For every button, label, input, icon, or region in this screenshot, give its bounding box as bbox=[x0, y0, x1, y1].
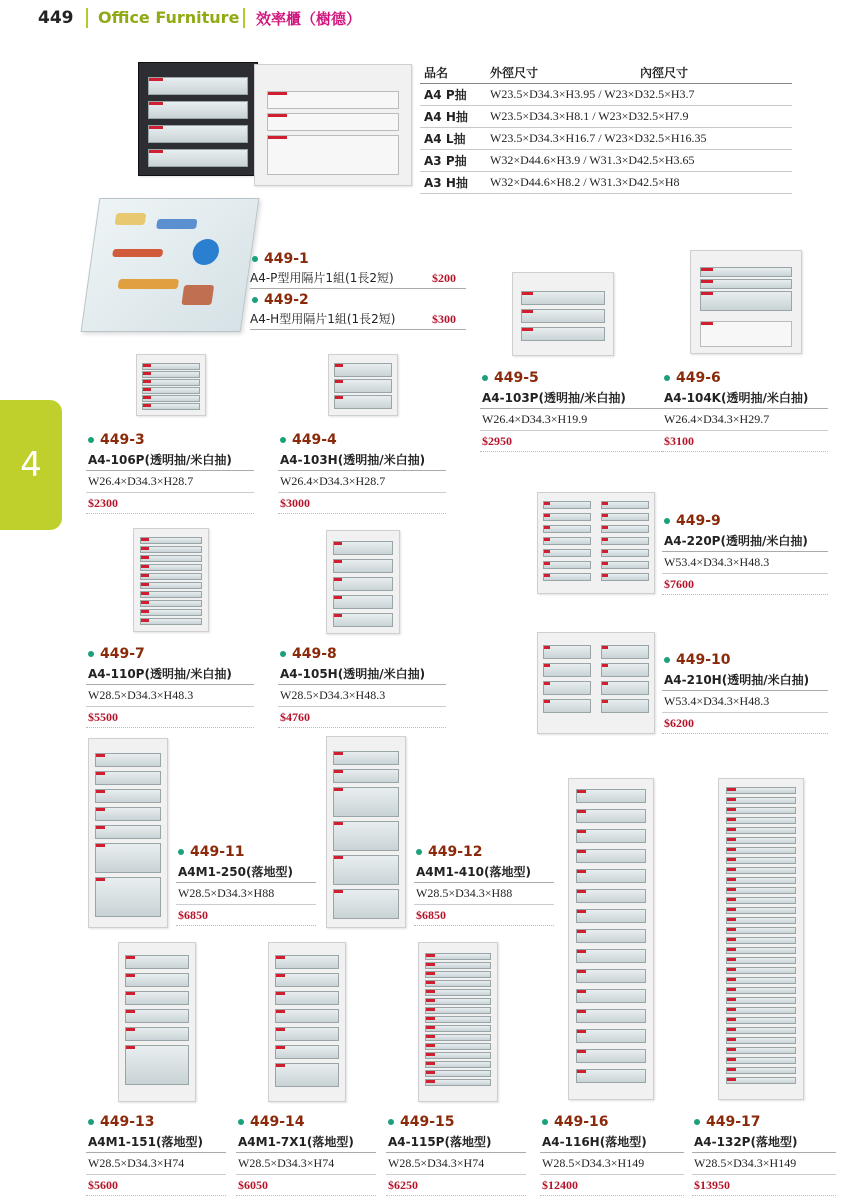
product-code bbox=[662, 368, 828, 388]
product-dims: W28.5×D34.3×H74 bbox=[236, 1153, 376, 1175]
product-model: A4-103H(透明抽/米白抽) bbox=[278, 450, 446, 471]
product-code bbox=[692, 1112, 836, 1132]
product-model: A4-220P(透明抽/米白抽) bbox=[662, 531, 828, 552]
product-code bbox=[540, 1112, 684, 1132]
product-image bbox=[328, 354, 398, 416]
accessory-line bbox=[250, 268, 466, 289]
product-code bbox=[278, 430, 446, 450]
bullet-icon bbox=[238, 1119, 244, 1125]
product-model: A4-105H(透明抽/米白抽) bbox=[278, 664, 446, 685]
bullet-icon bbox=[664, 375, 670, 381]
product-image bbox=[326, 530, 400, 634]
product-model: A4-106P(透明抽/米白抽) bbox=[86, 450, 254, 471]
product-model: A4-210H(透明抽/米白抽) bbox=[662, 670, 828, 691]
product-price: $6200 bbox=[662, 713, 828, 734]
product-card[interactable] bbox=[414, 842, 554, 926]
spec-row-name: A3 H抽 bbox=[424, 176, 468, 190]
product-card[interactable] bbox=[278, 430, 446, 514]
bullet-icon bbox=[88, 651, 94, 657]
spec-row-dims: W23.5×D34.3×H8.1 / W23×D32.5×H7.9 bbox=[490, 109, 689, 123]
product-image bbox=[133, 528, 209, 632]
product-card[interactable] bbox=[662, 650, 828, 734]
product-dims: W26.4×D34.3×H29.7 bbox=[662, 409, 828, 431]
product-code-text: 449-8 bbox=[292, 646, 337, 662]
product-dims: W28.5×D34.3×H88 bbox=[414, 883, 554, 905]
product-code bbox=[480, 368, 662, 388]
product-code bbox=[278, 644, 446, 664]
product-dims: W53.4×D34.3×H48.3 bbox=[662, 552, 828, 574]
bullet-icon bbox=[280, 651, 286, 657]
product-dims: W26.4×D34.3×H19.9 bbox=[480, 409, 662, 431]
product-code-text: 449-2 bbox=[264, 292, 309, 308]
product-price: $4760 bbox=[278, 707, 446, 728]
product-dims: W28.5×D34.3×H74 bbox=[386, 1153, 526, 1175]
product-image bbox=[326, 736, 406, 928]
product-image bbox=[537, 492, 655, 594]
chapter-number: 4 bbox=[20, 445, 42, 485]
product-card[interactable] bbox=[86, 644, 254, 728]
spec-row-name: A4 L抽 bbox=[424, 132, 466, 146]
product-code-text: 449-11 bbox=[190, 844, 245, 860]
product-code-text: 449-16 bbox=[554, 1114, 609, 1130]
product-code bbox=[662, 511, 828, 531]
product-code bbox=[662, 650, 828, 670]
product-model: A4M1-151(落地型) bbox=[86, 1132, 226, 1153]
product-image bbox=[88, 738, 168, 928]
product-image bbox=[268, 942, 346, 1102]
product-image bbox=[418, 942, 498, 1102]
product-code-text: 449-5 bbox=[494, 370, 539, 386]
product-image bbox=[690, 250, 802, 354]
bullet-icon bbox=[482, 375, 488, 381]
product-price: $5600 bbox=[86, 1175, 226, 1196]
page-number: 449 bbox=[38, 8, 74, 28]
product-price: $13950 bbox=[692, 1175, 836, 1196]
spec-row bbox=[420, 84, 792, 106]
accessory-desc: A4-H型用隔片1組(1長2短) bbox=[250, 312, 396, 326]
product-model: A4M1-7X1(落地型) bbox=[236, 1132, 376, 1153]
product-code bbox=[236, 1112, 376, 1132]
product-card[interactable] bbox=[662, 511, 828, 595]
product-code-text: 449-1 bbox=[264, 251, 309, 267]
product-model: A4-110P(透明抽/米白抽) bbox=[86, 664, 254, 685]
product-image bbox=[568, 778, 654, 1100]
header-divider bbox=[86, 8, 88, 28]
bullet-icon bbox=[664, 657, 670, 663]
product-price: $7600 bbox=[662, 574, 828, 595]
section-title-zh: 效率櫃（樹德） bbox=[256, 10, 362, 28]
bullet-icon bbox=[416, 849, 422, 855]
product-image bbox=[512, 272, 614, 356]
product-price: $2300 bbox=[86, 493, 254, 514]
bullet-icon bbox=[280, 437, 286, 443]
accessory-list bbox=[250, 250, 466, 332]
spec-row bbox=[420, 128, 792, 150]
product-model: A4-115P(落地型) bbox=[386, 1132, 526, 1153]
product-dims: W28.5×D34.3×H149 bbox=[692, 1153, 836, 1175]
spec-header-name: 品名 bbox=[424, 66, 449, 80]
bullet-icon bbox=[178, 849, 184, 855]
product-code-text: 449-4 bbox=[292, 432, 337, 448]
spec-row bbox=[420, 172, 792, 194]
spec-table-header bbox=[420, 62, 792, 84]
product-code bbox=[86, 644, 254, 664]
product-price: $3000 bbox=[278, 493, 446, 514]
product-image bbox=[136, 354, 206, 416]
product-card[interactable] bbox=[386, 1112, 526, 1196]
product-dims: W28.5×D34.3×H48.3 bbox=[278, 685, 446, 707]
spec-header-inner: 內徑尺寸 bbox=[640, 66, 689, 80]
spec-row-dims: W23.5×D34.3×H3.95 / W23×D32.5×H3.7 bbox=[490, 87, 695, 101]
bullet-icon bbox=[542, 1119, 548, 1125]
spec-row bbox=[420, 150, 792, 172]
product-code bbox=[176, 842, 316, 862]
product-card[interactable] bbox=[662, 368, 828, 452]
spec-row-name: A4 H抽 bbox=[424, 110, 468, 124]
product-dims: W28.5×D34.3×H74 bbox=[86, 1153, 226, 1175]
product-code bbox=[250, 291, 466, 309]
accessory-price: $200 bbox=[432, 271, 456, 285]
product-model: A4-103P(透明抽/米白抽) bbox=[480, 388, 662, 409]
product-code-text: 449-15 bbox=[400, 1114, 455, 1130]
spec-row-dims: W32×D44.6×H8.2 / W31.3×D42.5×H8 bbox=[490, 175, 680, 189]
product-card[interactable] bbox=[236, 1112, 376, 1196]
spec-row-dims: W23.5×D34.3×H16.7 / W23×D32.5×H16.35 bbox=[490, 131, 707, 145]
product-dims: W28.5×D34.3×H149 bbox=[540, 1153, 684, 1175]
product-dims: W26.4×D34.3×H28.7 bbox=[86, 471, 254, 493]
product-model: A4M1-250(落地型) bbox=[176, 862, 316, 883]
product-card[interactable] bbox=[540, 1112, 684, 1196]
product-price: $6050 bbox=[236, 1175, 376, 1196]
product-model: A4M1-410(落地型) bbox=[414, 862, 554, 883]
product-card[interactable] bbox=[86, 1112, 226, 1196]
product-card[interactable] bbox=[692, 1112, 836, 1196]
product-card[interactable] bbox=[480, 368, 662, 452]
product-code-text: 449-14 bbox=[250, 1114, 305, 1130]
product-code-text: 449-7 bbox=[100, 646, 145, 662]
product-dims: W28.5×D34.3×H88 bbox=[176, 883, 316, 905]
spec-row bbox=[420, 106, 792, 128]
product-card[interactable] bbox=[176, 842, 316, 926]
accessory-line bbox=[250, 309, 466, 330]
product-code-text: 449-12 bbox=[428, 844, 483, 860]
product-dims: W53.4×D34.3×H48.3 bbox=[662, 691, 828, 713]
product-code bbox=[250, 250, 466, 268]
spec-table bbox=[420, 62, 792, 194]
product-code-text: 449-13 bbox=[100, 1114, 155, 1130]
bullet-icon bbox=[252, 256, 258, 262]
product-dims: W28.5×D34.3×H48.3 bbox=[86, 685, 254, 707]
product-image bbox=[718, 778, 804, 1100]
divider-tray-image bbox=[81, 198, 260, 332]
chapter-tab[interactable] bbox=[0, 400, 62, 530]
product-price: $5500 bbox=[86, 707, 254, 728]
product-code bbox=[86, 1112, 226, 1132]
spec-row-name: A3 P抽 bbox=[424, 154, 467, 168]
product-code-text: 449-3 bbox=[100, 432, 145, 448]
accessory-price: $300 bbox=[432, 312, 456, 326]
product-price: $6250 bbox=[386, 1175, 526, 1196]
bullet-icon bbox=[252, 297, 258, 303]
product-image bbox=[118, 942, 196, 1102]
spec-header-outer: 外徑尺寸 bbox=[490, 66, 539, 80]
product-price: $3100 bbox=[662, 431, 828, 452]
product-code bbox=[414, 842, 554, 862]
product-model: A4-132P(落地型) bbox=[692, 1132, 836, 1153]
product-code bbox=[86, 430, 254, 450]
section-title-en: Office Furniture bbox=[98, 8, 240, 27]
product-code-text: 449-17 bbox=[706, 1114, 761, 1130]
product-code-text: 449-10 bbox=[676, 652, 731, 668]
product-dims: W26.4×D34.3×H28.7 bbox=[278, 471, 446, 493]
product-code-text: 449-9 bbox=[676, 513, 721, 529]
header-divider bbox=[243, 8, 245, 28]
product-code bbox=[386, 1112, 526, 1132]
bullet-icon bbox=[664, 518, 670, 524]
product-model: A4-116H(落地型) bbox=[540, 1132, 684, 1153]
product-image bbox=[537, 632, 655, 734]
product-price: $2950 bbox=[480, 431, 662, 452]
product-price: $6850 bbox=[414, 905, 554, 926]
product-card[interactable] bbox=[278, 644, 446, 728]
product-code-text: 449-6 bbox=[676, 370, 721, 386]
product-model: A4-104K(透明抽/米白抽) bbox=[662, 388, 828, 409]
bullet-icon bbox=[88, 437, 94, 443]
bullet-icon bbox=[88, 1119, 94, 1125]
spec-row-dims: W32×D44.6×H3.9 / W31.3×D42.5×H3.65 bbox=[490, 153, 695, 167]
accessory-desc: A4-P型用隔片1組(1長2短) bbox=[250, 271, 394, 285]
product-card[interactable] bbox=[86, 430, 254, 514]
bullet-icon bbox=[388, 1119, 394, 1125]
bullet-icon bbox=[694, 1119, 700, 1125]
spec-row-name: A4 P抽 bbox=[424, 88, 467, 102]
product-price: $6850 bbox=[176, 905, 316, 926]
product-price: $12400 bbox=[540, 1175, 684, 1196]
